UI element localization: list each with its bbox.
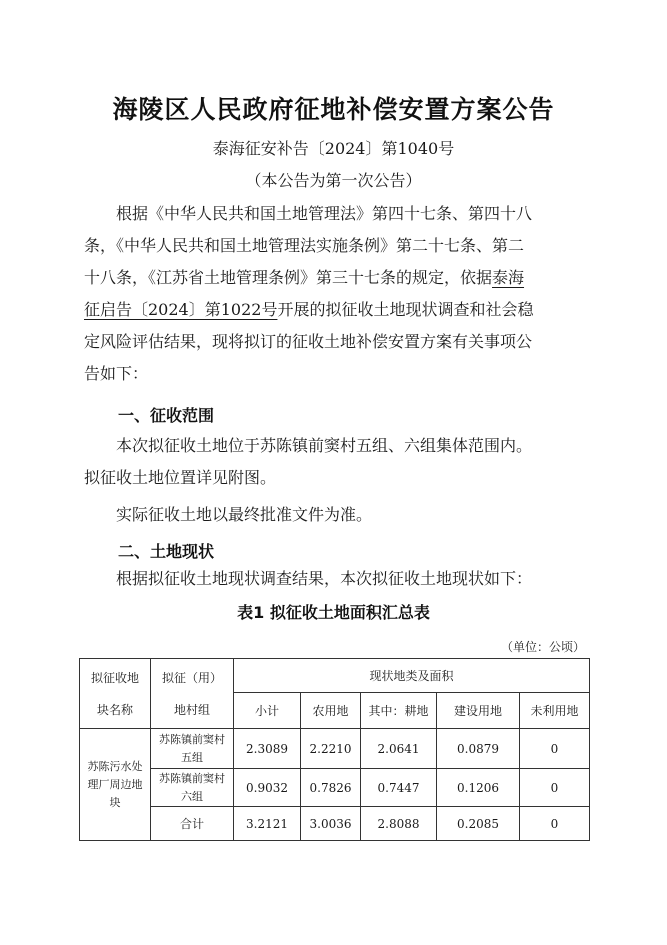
status-line: 根据拟征收土地现状调查结果，本次拟征收土地现状如下：	[116, 569, 533, 588]
intro-line-4	[84, 294, 584, 326]
value-cell: 0	[520, 769, 590, 807]
reference-link-start[interactable]: 泰海	[492, 268, 525, 287]
col-cultivated: 其中：耕地	[361, 693, 437, 729]
total-value-cell: 3.2121	[234, 807, 301, 841]
total-value-cell: 0	[520, 807, 590, 841]
document-number: 泰海征安补告〔2024〕第1040号	[212, 139, 455, 158]
col-construction: 建设用地	[437, 693, 520, 729]
intro-line-4-text: 开展的拟征收土地现状调查和社会稳	[277, 300, 534, 319]
scope-line-1: 本次拟征收土地位于苏陈镇前窦村五组、六组集体范围内。	[116, 436, 533, 455]
table-header-row-1	[80, 659, 590, 693]
value-cell: 2.2210	[301, 729, 361, 769]
intro-line-3-text: 十八条，《江苏省土地管理条例》第三十七条的规定，依据	[84, 268, 493, 287]
header-land-status: 现状地类及面积	[234, 659, 590, 693]
table-total-row	[80, 807, 590, 841]
status-paragraph	[84, 563, 584, 595]
scope-final-line: 实际征收土地以最终批准文件为准。	[116, 505, 373, 524]
total-label-cell: 合计	[151, 807, 234, 841]
value-cell: 0.7826	[301, 769, 361, 807]
col-unused: 未利用地	[520, 693, 590, 729]
total-value-cell: 2.8088	[361, 807, 437, 841]
header-group-line-1: 拟征（用）	[161, 670, 222, 685]
value-cell: 0.9032	[234, 769, 301, 807]
table-row	[80, 729, 590, 769]
intro-line-3	[84, 262, 584, 294]
total-value-cell: 0.2085	[437, 807, 520, 841]
value-cell: 0	[520, 729, 590, 769]
intro-line-1: 根据《中华人民共和国土地管理法》第四十七条、第四十八	[116, 204, 533, 223]
scope-final-paragraph	[84, 499, 584, 531]
header-group-line-2: 地村组	[173, 702, 210, 717]
intro-line-6: 告如下：	[84, 364, 149, 383]
header-block-line-1: 拟征收地	[90, 670, 139, 685]
col-subtotal: 小计	[234, 693, 301, 729]
header-village-group	[151, 659, 234, 729]
notice-label: （本公告为第一次公告）	[245, 171, 422, 190]
block-name-cell: 苏陈污水处理厂周边地块	[80, 729, 151, 841]
section-heading-status: 二、土地现状	[118, 542, 215, 561]
intro-paragraph	[84, 198, 584, 390]
document-title: 海陵区人民政府征地补偿安置方案公告	[112, 95, 555, 124]
value-cell: 0.0879	[437, 729, 520, 769]
table-unit: （单位：公顷）	[500, 640, 585, 654]
header-block-name	[80, 659, 151, 729]
intro-line-2: 条，《中华人民共和国土地管理法实施条例》第二十七条、第二	[84, 236, 525, 255]
scope-paragraph	[84, 430, 584, 494]
land-area-table	[79, 658, 590, 841]
table-caption: 表1 拟征收土地面积汇总表	[237, 603, 430, 622]
value-cell: 0.1206	[437, 769, 520, 807]
village-group-cell: 苏陈镇前窦村五组	[151, 729, 234, 769]
value-cell: 2.3089	[234, 729, 301, 769]
scope-line-2: 拟征收土地位置详见附图。	[84, 468, 277, 487]
total-value-cell: 3.0036	[301, 807, 361, 841]
village-group-cell: 苏陈镇前窦村六组	[151, 769, 234, 807]
reference-link[interactable]: 征启告〔2024〕第1022号	[84, 300, 278, 319]
table-row	[80, 769, 590, 807]
value-cell: 2.0641	[361, 729, 437, 769]
value-cell: 0.7447	[361, 769, 437, 807]
section-heading-scope: 一、征收范围	[118, 406, 215, 425]
col-farmland: 农用地	[301, 693, 361, 729]
intro-line-5: 定风险评估结果，现将拟订的征收土地补偿安置方案有关事项公	[84, 332, 533, 351]
header-block-line-2: 块名称	[96, 702, 133, 717]
